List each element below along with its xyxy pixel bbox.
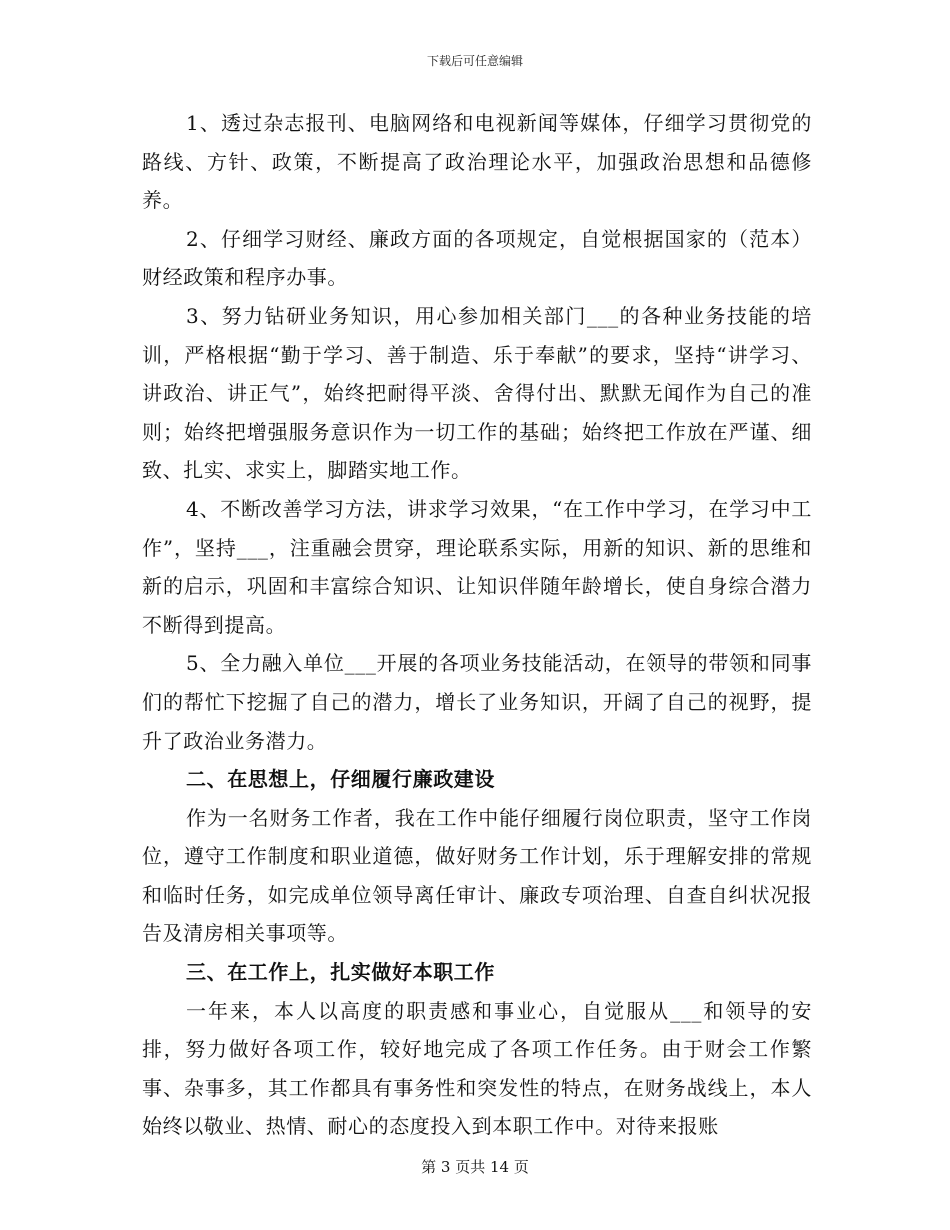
paragraph-2: 2、仔细学习财经、廉政方面的各项规定，自觉根据国家的（范本）财经政策和程序办事。 xyxy=(142,226,812,290)
paragraph-7: 一年来，本人以高度的职责感和事业心，自觉服从___和领导的安排，努力做好各项工作，较好地完成了各项工作任务。由于财会工作繁事、杂事多，其工作都具有事务性和突发性的特点，在财务战线上，本人始终以敬业、热情、耐心的态度投入到本职工作中。对待来报账 xyxy=(142,998,812,1139)
paragraph-5: 5、全力融入单位___开展的各项业务技能活动，在领导的带领和同事们的帮忙下挖掘了自己的潜力，增长了业务知识，开阔了自己的视野，提升了政治业务潜力。 xyxy=(142,651,812,753)
section-title-2: 二、在思想上，仔细履行廉政建设 xyxy=(186,767,495,792)
paragraph-3: 3、努力钻研业务知识，用心参加相关部门___的各种业务技能的培训，严格根据“勤于学习、善于制造、乐于奉献”的要求，坚持“讲学习、讲政治、讲正气”，始终把耐得平淡、舍得付出、默默无闻作为自己的准则；始终把增强服务意识作为一切工作的基础；始终把工作放在严谨、细致、扎实、求实上，脚踏实地工作。 xyxy=(142,303,812,483)
paragraph-4: 4、不断改善学习方法，讲求学习效果，“在工作中学习，在学习中工作”，坚持___，注重融会贯穿，理论联系实际，用新的知识、新的思维和新的启示，巩固和丰富综合知识、让知识伴随年龄增长，使自身综合潜力不断得到提高。 xyxy=(142,496,812,637)
paragraph-1: 1、透过杂志报刊、电脑网络和电视新闻等媒体，仔细学习贯彻党的路线、方针、政策，不断提高了政治理论水平，加强政治思想和品德修养。 xyxy=(142,111,812,213)
page-header-note: 下载后可任意编辑 xyxy=(426,54,523,68)
paragraph-6: 作为一名财务工作者，我在工作中能仔细履行岗位职责，坚守工作岗位，遵守工作制度和职业道德，做好财务工作计划，乐于理解安排的常规和临时任务，如完成单位领导离任审计、廉政专项治理、自查自纠状况报告及清房相关事项等。 xyxy=(142,805,812,946)
document-body xyxy=(142,104,812,1146)
page-number-footer: 第 3 页共 14 页 xyxy=(421,1158,529,1176)
section-title-3: 三、在工作上，扎实做好本职工作 xyxy=(186,960,495,985)
